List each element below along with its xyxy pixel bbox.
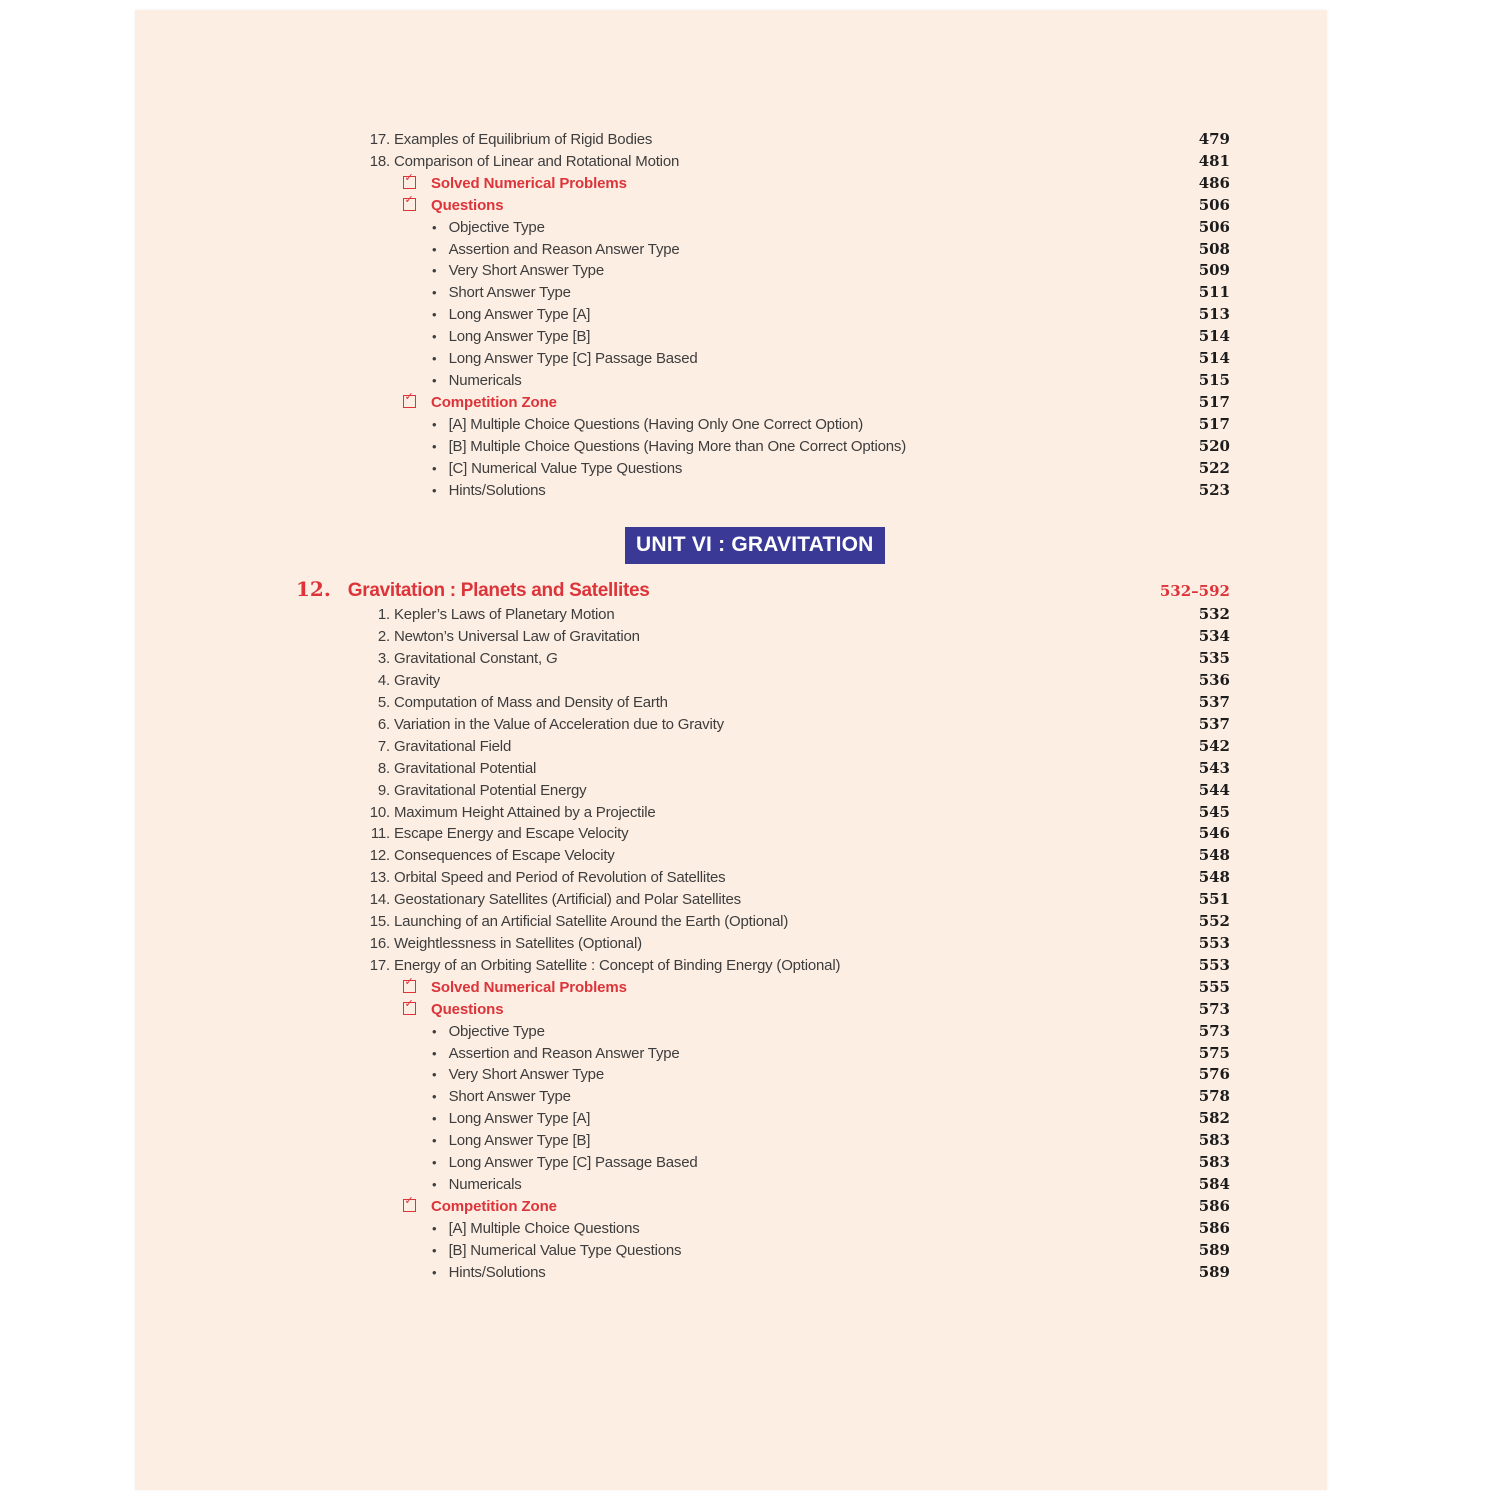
item-label: Maximum Height Attained by a Projectile <box>394 803 656 821</box>
toc-row <box>135 173 1327 195</box>
toc-row <box>135 129 1327 151</box>
item-page-number: 543 <box>1198 758 1230 777</box>
bullet-icon: • <box>432 372 437 388</box>
item-label: Geostationary Satellites (Artificial) and Polar Satellites <box>394 891 741 909</box>
item-label: Competition Zone <box>431 1197 557 1215</box>
item-label: Solved Numerical Problems <box>431 978 627 996</box>
toc-row <box>135 1262 1327 1284</box>
bullet-icon: • <box>432 1045 437 1061</box>
item-label-italic: G <box>545 650 558 668</box>
checked-checkbox-icon <box>403 976 416 993</box>
item-page-number: 583 <box>1198 1153 1230 1172</box>
toc-row <box>135 1152 1327 1174</box>
toc-row <box>135 1240 1327 1262</box>
item-label: Questions <box>431 196 504 214</box>
toc-row <box>135 304 1327 326</box>
item-label: Very Short Answer Type <box>448 262 604 280</box>
item-number: 3. <box>377 650 390 668</box>
toc-row <box>135 933 1327 955</box>
bullet-icon: • <box>432 1089 437 1105</box>
check-tick-icon: ✓ <box>404 998 414 1011</box>
bullet-icon: • <box>432 1264 437 1280</box>
toc-row <box>135 239 1327 261</box>
item-number: 4. <box>377 672 390 690</box>
item-label: Gravitational Constant, <box>394 650 546 668</box>
bullet-icon: • <box>432 1133 437 1149</box>
bullet-icon: • <box>432 438 437 454</box>
toc-row <box>135 911 1327 933</box>
item-label: Gravitational Potential <box>394 759 537 777</box>
toc-row <box>135 823 1327 845</box>
item-label: Questions <box>431 1000 504 1018</box>
checked-checkbox-icon <box>403 391 416 408</box>
item-page-number: 575 <box>1198 1043 1230 1062</box>
item-label: Comparison of Linear and Rotational Motion <box>394 152 680 170</box>
toc-row <box>135 626 1327 648</box>
item-page-number: 546 <box>1198 824 1230 843</box>
unit-banner: UNIT VI : GRAVITATION <box>625 527 885 564</box>
item-number: 1. <box>377 606 390 624</box>
item-page-number: 582 <box>1198 1109 1230 1128</box>
item-label: Solved Numerical Problems <box>431 174 627 192</box>
item-label: Assertion and Reason Answer Type <box>448 240 680 258</box>
item-label: Kepler’s Laws of Planetary Motion <box>394 606 615 624</box>
item-label: Long Answer Type [A] <box>448 1110 591 1128</box>
item-label: Assertion and Reason Answer Type <box>448 1044 680 1062</box>
bullet-icon: • <box>432 460 437 476</box>
item-page-number: 520 <box>1198 436 1230 455</box>
bullet-icon: • <box>432 1023 437 1039</box>
item-page-number: 486 <box>1198 173 1230 192</box>
toc-row <box>135 1218 1327 1240</box>
chapter-title: Gravitation : Planets and Satellites <box>347 580 650 602</box>
item-label: [B] Multiple Choice Questions (Having More than One Correct Options) <box>448 437 906 455</box>
item-label: Long Answer Type [A] <box>448 306 591 324</box>
toc-row <box>135 1108 1327 1130</box>
item-page-number: 513 <box>1198 305 1230 324</box>
item-label: Numericals <box>448 1175 522 1193</box>
toc-row <box>135 370 1327 392</box>
toc-row <box>135 780 1327 802</box>
toc-row <box>135 392 1327 414</box>
item-label: Hints/Solutions <box>448 1263 546 1281</box>
toc-row <box>135 1174 1327 1196</box>
toc-list-pre-unit <box>135 129 1327 501</box>
checked-checkbox-icon <box>403 194 416 211</box>
item-page-number: 506 <box>1198 195 1230 214</box>
item-label: [B] Numerical Value Type Questions <box>448 1241 682 1259</box>
item-label: Competition Zone <box>431 393 557 411</box>
item-label: Consequences of Escape Velocity <box>394 847 615 865</box>
item-page-number: 535 <box>1198 649 1230 668</box>
item-page-number: 573 <box>1198 1021 1230 1040</box>
toc-row <box>135 1043 1327 1065</box>
toc-row <box>135 714 1327 736</box>
toc-row <box>135 889 1327 911</box>
chapter-number: 12. <box>296 577 331 602</box>
bullet-icon: • <box>432 263 437 279</box>
item-number: 13. <box>369 869 390 887</box>
item-label: Gravitational Field <box>394 737 512 755</box>
item-number: 9. <box>377 781 390 799</box>
item-page-number: 522 <box>1198 458 1230 477</box>
item-number: 17. <box>369 131 390 148</box>
item-page-number: 573 <box>1198 999 1230 1018</box>
item-number: 11. <box>370 825 390 843</box>
item-page-number: 578 <box>1198 1087 1230 1106</box>
item-number: 15. <box>369 913 390 931</box>
item-number: 8. <box>377 759 390 777</box>
check-tick-icon: ✓ <box>404 976 414 989</box>
item-label: Newton’s Universal Law of Gravitation <box>394 628 640 646</box>
item-page-number: 586 <box>1198 1196 1230 1215</box>
item-label: Hints/Solutions <box>448 481 546 499</box>
item-label: Objective Type <box>448 218 545 236</box>
item-label: Escape Energy and Escape Velocity <box>394 825 629 843</box>
item-page-number: 514 <box>1198 349 1230 368</box>
toc-row <box>135 217 1327 239</box>
item-page-number: 542 <box>1198 736 1230 755</box>
item-page-number: 551 <box>1198 890 1230 909</box>
toc-row <box>135 1130 1327 1152</box>
item-number: 12. <box>369 847 390 865</box>
item-label: Computation of Mass and Density of Earth <box>394 694 668 712</box>
item-number: 10. <box>369 803 390 821</box>
toc-row <box>135 326 1327 348</box>
item-page-number: 537 <box>1198 693 1230 712</box>
item-page-number: 544 <box>1198 780 1230 799</box>
item-page-number: 523 <box>1198 480 1230 499</box>
item-label: Long Answer Type [B] <box>448 328 591 346</box>
item-page-number: 509 <box>1198 261 1230 280</box>
item-number: 2. <box>377 628 390 646</box>
toc-row <box>135 1196 1327 1218</box>
toc-row <box>135 282 1327 304</box>
item-page-number: 534 <box>1198 627 1230 646</box>
toc-row <box>135 955 1327 977</box>
item-page-number: 532 <box>1198 605 1230 624</box>
item-number: 16. <box>369 935 390 952</box>
item-label: Numericals <box>448 371 522 389</box>
item-number: 6. <box>377 715 390 733</box>
item-page-number: 537 <box>1198 714 1230 733</box>
item-number: 17. <box>369 956 390 974</box>
toc-row <box>135 692 1327 714</box>
bullet-icon: • <box>432 1220 437 1236</box>
item-page-number: 583 <box>1198 1131 1230 1150</box>
check-tick-icon: ✓ <box>404 391 414 404</box>
toc-row <box>135 195 1327 217</box>
item-label: Long Answer Type [C] Passage Based <box>448 350 698 368</box>
item-label: Examples of Equilibrium of Rigid Bodies <box>394 131 653 148</box>
item-page-number: 517 <box>1198 392 1230 411</box>
item-number: 14. <box>369 891 390 909</box>
item-label: [C] Numerical Value Type Questions <box>448 459 683 477</box>
chapter-page-range: 532–592 <box>1159 582 1230 601</box>
bullet-icon: • <box>432 1111 437 1127</box>
toc-row <box>135 670 1327 692</box>
toc-content <box>135 10 1327 1284</box>
item-label: Orbital Speed and Period of Revolution of Satellites <box>394 869 726 887</box>
toc-row <box>135 977 1327 999</box>
toc-row <box>135 845 1327 867</box>
toc-row <box>135 867 1327 889</box>
item-label: Gravity <box>394 672 441 690</box>
toc-row <box>135 436 1327 458</box>
item-label: Objective Type <box>448 1022 545 1040</box>
item-page-number: 586 <box>1198 1218 1230 1237</box>
item-label: Gravitational Potential Energy <box>394 781 587 799</box>
toc-row <box>135 1086 1327 1108</box>
item-page-number: 508 <box>1198 239 1230 258</box>
item-page-number: 584 <box>1198 1174 1230 1193</box>
item-page-number: 536 <box>1198 671 1230 690</box>
item-number: 5. <box>377 694 390 712</box>
toc-row <box>135 802 1327 824</box>
chapter-heading <box>135 576 1327 604</box>
item-page-number: 511 <box>1198 283 1230 302</box>
toc-row <box>135 736 1327 758</box>
toc-row <box>135 758 1327 780</box>
item-page-number: 479 <box>1198 130 1230 148</box>
item-page-number: 553 <box>1198 934 1230 952</box>
item-page-number: 548 <box>1198 868 1230 887</box>
toc-row <box>135 348 1327 370</box>
checked-checkbox-icon <box>403 1195 416 1212</box>
toc-row <box>135 480 1327 502</box>
unit-banner-wrap <box>135 527 1327 564</box>
check-tick-icon: ✓ <box>404 194 414 207</box>
item-number: 18. <box>369 152 390 170</box>
bullet-icon: • <box>432 285 437 301</box>
bullet-icon: • <box>432 329 437 345</box>
item-page-number: 481 <box>1198 151 1230 170</box>
item-page-number: 555 <box>1198 977 1230 996</box>
bullet-icon: • <box>432 307 437 323</box>
item-label: Short Answer Type <box>448 1088 571 1106</box>
bullet-icon: • <box>432 416 437 432</box>
item-page-number: 545 <box>1198 802 1230 821</box>
toc-row <box>135 604 1327 626</box>
bullet-icon: • <box>432 351 437 367</box>
toc-row <box>135 260 1327 282</box>
toc-page <box>135 10 1327 1490</box>
toc-row <box>135 648 1327 670</box>
item-label: Energy of an Orbiting Satellite : Concept of Binding Energy (Optional) <box>394 956 841 974</box>
checked-checkbox-icon <box>403 998 416 1015</box>
item-label: Variation in the Value of Acceleration due to Gravity <box>394 715 724 733</box>
item-page-number: 589 <box>1198 1240 1230 1259</box>
check-tick-icon: ✓ <box>404 172 414 185</box>
item-label: Launching of an Artificial Satellite Around the Earth (Optional) <box>394 913 789 931</box>
item-label: Very Short Answer Type <box>448 1066 604 1084</box>
toc-row <box>135 999 1327 1021</box>
item-page-number: 589 <box>1198 1262 1230 1281</box>
bullet-icon: • <box>432 1067 437 1083</box>
toc-row <box>135 151 1327 173</box>
check-tick-icon: ✓ <box>404 1195 414 1208</box>
item-number: 7. <box>377 737 390 755</box>
bullet-icon: • <box>432 1242 437 1258</box>
bullet-icon: • <box>432 219 437 235</box>
item-page-number: 552 <box>1198 912 1230 931</box>
item-label: Short Answer Type <box>448 284 571 302</box>
bullet-icon: • <box>432 482 437 498</box>
toc-row <box>135 1021 1327 1043</box>
item-page-number: 506 <box>1198 217 1230 236</box>
checked-checkbox-icon <box>403 172 416 189</box>
item-page-number: 517 <box>1198 414 1230 433</box>
item-label: [A] Multiple Choice Questions (Having Only One Correct Option) <box>448 415 864 433</box>
item-page-number: 515 <box>1198 370 1230 389</box>
toc-row <box>135 1064 1327 1086</box>
toc-row <box>135 458 1327 480</box>
item-label: Long Answer Type [C] Passage Based <box>448 1154 698 1172</box>
item-label: [A] Multiple Choice Questions <box>448 1219 640 1237</box>
toc-row <box>135 414 1327 436</box>
item-label: Weightlessness in Satellites (Optional) <box>394 935 642 952</box>
item-page-number: 576 <box>1198 1065 1230 1084</box>
toc-list-chapter <box>135 604 1327 1283</box>
item-page-number: 548 <box>1198 846 1230 865</box>
item-label: Long Answer Type [B] <box>448 1132 591 1150</box>
bullet-icon: • <box>432 1176 437 1192</box>
item-page-number: 514 <box>1198 327 1230 346</box>
item-page-number: 553 <box>1198 955 1230 974</box>
bullet-icon: • <box>432 1155 437 1171</box>
bullet-icon: • <box>432 241 437 257</box>
